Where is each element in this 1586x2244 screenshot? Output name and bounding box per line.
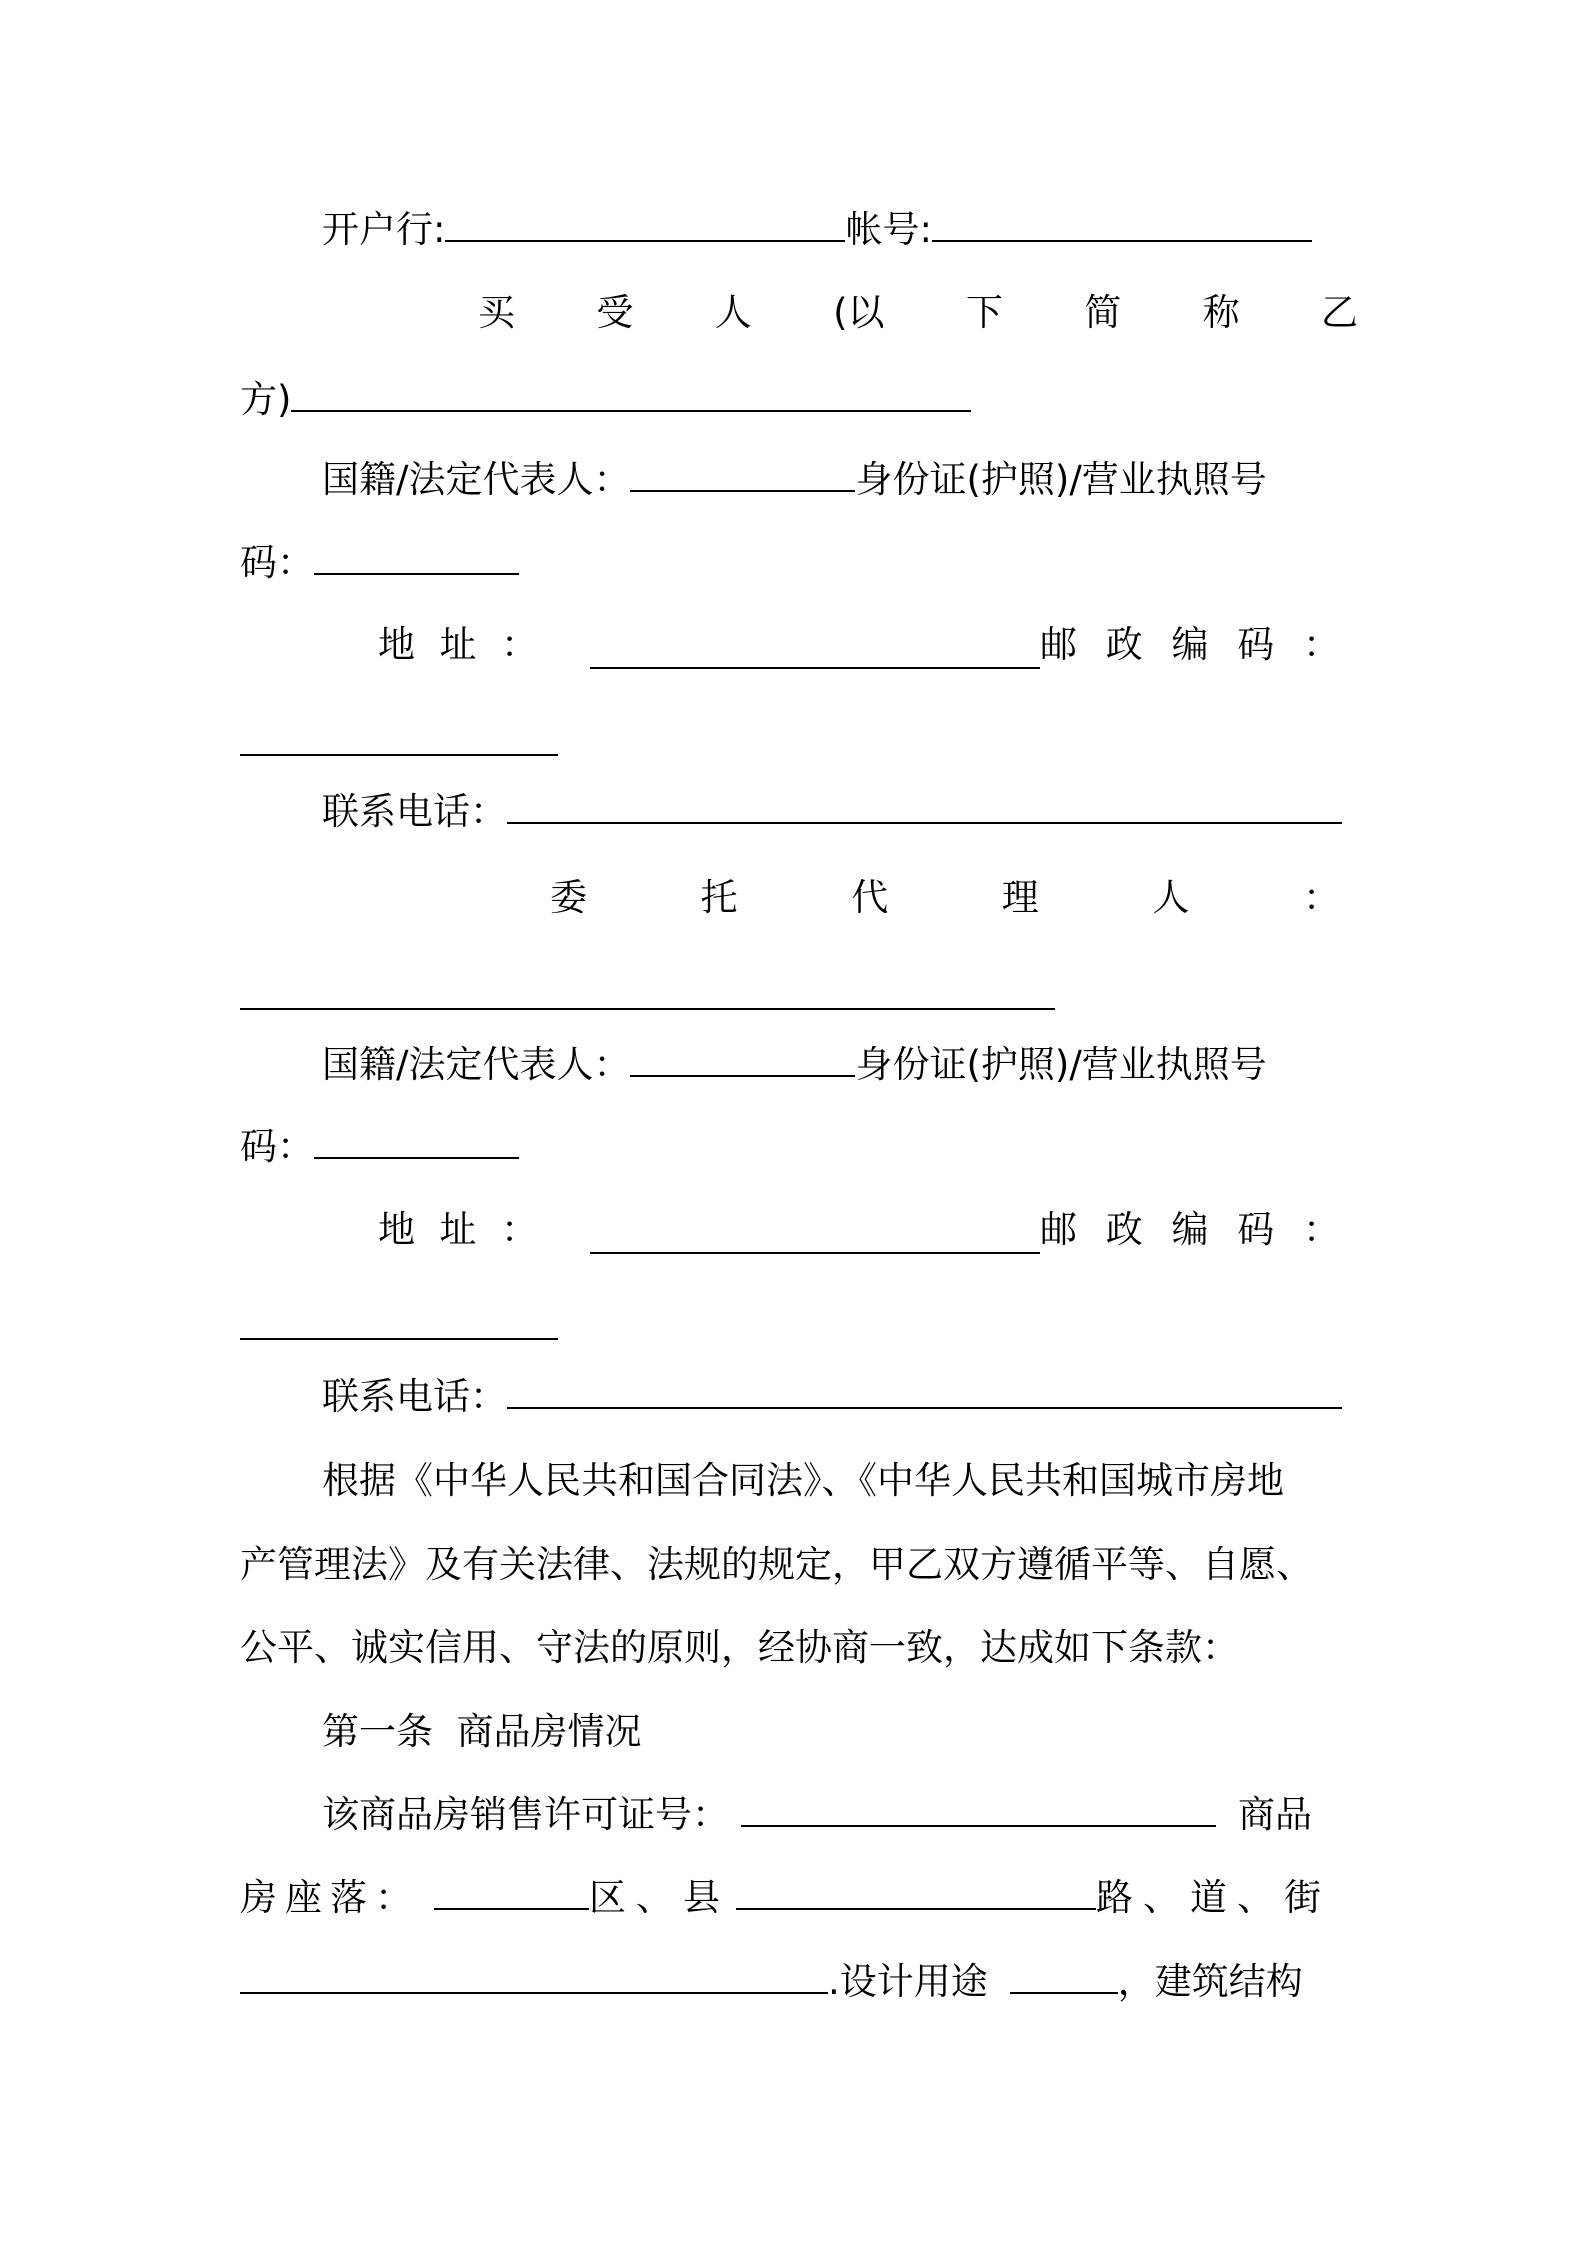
buyer-id-cont: 码：	[240, 541, 314, 584]
addr-char: 址	[439, 1208, 477, 1251]
permit-blank	[741, 1795, 1216, 1827]
buyer-char: 人	[714, 291, 752, 334]
buyer-heading	[478, 288, 1358, 338]
buyer-phone-blank	[507, 792, 1342, 824]
buyer-char: 下	[965, 291, 1003, 334]
agent-char: 托	[700, 876, 738, 919]
agent-heading	[550, 873, 1340, 923]
buyer-char: 乙	[1320, 291, 1358, 334]
agent-address-right	[1040, 1205, 1340, 1255]
buyer-char: 买	[478, 291, 515, 334]
agent-char: 理	[1001, 876, 1039, 919]
agent-id-label: 身份证(护照)/营业执照号	[855, 1043, 1267, 1086]
buyer-address-blank	[590, 637, 1040, 669]
agent-id-cont: 码：	[240, 1125, 314, 1168]
addr-char: 地	[378, 623, 415, 666]
postcode-char: 政	[1105, 623, 1143, 666]
agent-nationality-label: 国籍/法定代表人：	[322, 1043, 631, 1086]
agent-char: 代	[851, 876, 889, 919]
buyer-name-line	[240, 375, 971, 425]
road-blank	[736, 1878, 1096, 1910]
account-label: 帐号:	[845, 208, 932, 251]
buyer-cont: 方)	[240, 378, 292, 421]
postcode-char: 编	[1171, 623, 1209, 666]
postcode-char: ：	[1303, 1208, 1340, 1251]
buyer-char: (以	[833, 291, 885, 334]
agent-char: 人	[1152, 876, 1190, 919]
buyer-name-blank	[291, 380, 971, 412]
agent-nationality-blank	[630, 1045, 855, 1077]
agent-name-blank	[240, 978, 1055, 1010]
buyer-postcode-blank	[240, 724, 558, 756]
usage-line	[240, 1957, 1303, 2007]
buyer-nationality-label: 国籍/法定代表人：	[322, 458, 631, 501]
agent-char: 委	[550, 876, 587, 919]
agent-postcode-blank	[240, 1308, 558, 1340]
article-1-heading: 第一条 商品房情况	[322, 1710, 642, 1753]
postcode-char: 码	[1237, 1208, 1275, 1251]
buyer-char: 称	[1202, 291, 1240, 334]
agent-phone-line	[322, 1372, 1342, 1422]
buyer-phone-line	[322, 787, 1342, 837]
addr-char: ：	[501, 623, 538, 666]
bank-account-line	[322, 205, 1312, 255]
buyer-phone-label: 联系电话：	[322, 790, 507, 833]
permit-tail: 商品	[1238, 1793, 1312, 1836]
bank-blank	[445, 210, 845, 242]
permit-line	[322, 1790, 1312, 1840]
preamble-line-3: 公平、诚实信用、守法的原则，经协商一致，达成如下条款：	[240, 1626, 1239, 1669]
agent-phone-label: 联系电话：	[322, 1375, 507, 1418]
postcode-char: ：	[1303, 623, 1340, 666]
postcode-char: 邮	[1040, 1208, 1077, 1251]
addr-char: ：	[501, 1208, 538, 1251]
agent-address-left	[378, 1205, 538, 1255]
permit-label: 该商品房销售许可证号：	[322, 1793, 729, 1836]
postcode-char: 邮	[1040, 623, 1077, 666]
structure-label: ，建筑结构	[1117, 1960, 1303, 2003]
buyer-address-right	[1040, 620, 1340, 670]
location-label: 房座落：	[240, 1876, 420, 1919]
agent-char: ：	[1302, 876, 1340, 919]
postcode-char: 政	[1105, 1208, 1143, 1251]
buyer-id-line	[322, 455, 1267, 505]
buyer-char: 简	[1084, 291, 1122, 334]
preamble-line-2: 产管理法》及有关法律、法规的规定，甲乙双方遵循平等、自愿、	[240, 1543, 1313, 1586]
buyer-id-label: 身份证(护照)/营业执照号	[855, 458, 1267, 501]
buyer-nationality-blank	[630, 460, 855, 492]
street-blank	[240, 1962, 828, 1994]
preamble-line-1: 根据《中华人民共和国合同法》、《中华人民共和国城市房地	[322, 1459, 1284, 1502]
agent-id-line	[322, 1040, 1267, 1090]
district-blank	[434, 1878, 589, 1910]
buyer-id-blank	[314, 543, 519, 575]
postcode-char: 编	[1171, 1208, 1209, 1251]
usage-blank	[1010, 1962, 1118, 1994]
agent-address-blank	[590, 1222, 1040, 1254]
bank-label: 开户行:	[322, 208, 446, 251]
buyer-id-cont-line	[240, 538, 519, 588]
addr-char: 地	[378, 1208, 415, 1251]
road-label: 路、道、街	[1096, 1876, 1331, 1919]
agent-id-cont-line	[240, 1122, 519, 1172]
buyer-char: 受	[596, 291, 634, 334]
location-line	[240, 1873, 1331, 1923]
agent-id-blank	[314, 1127, 519, 1159]
addr-char: 址	[439, 623, 477, 666]
account-blank	[932, 210, 1312, 242]
buyer-address-left	[378, 620, 538, 670]
postcode-char: 码	[1237, 623, 1275, 666]
usage-label: .设计用途	[828, 1960, 988, 2003]
agent-phone-blank	[507, 1377, 1342, 1409]
district-label: 区、县	[589, 1876, 730, 1919]
